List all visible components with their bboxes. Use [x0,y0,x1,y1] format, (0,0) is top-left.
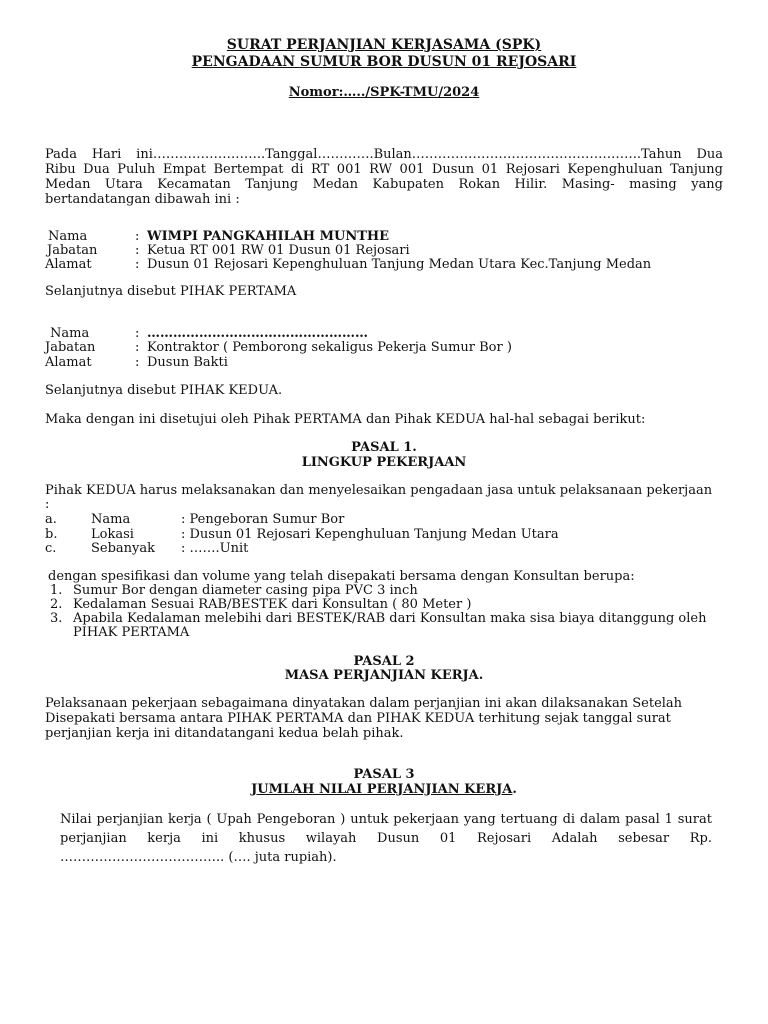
colon: : [135,340,140,355]
pasal1-item-value: : Pengeboran Sumur Bor [181,512,345,527]
pasal1-spec-continuation: PIHAK PERTAMA [73,625,190,640]
intro-paragraph: Pada Hari ini……………………..Tanggal………….Bulan……………………………………………..Tahun Dua Ribu Dua Puluh Empat Bertempat di RT 001 RW 001 Dusun 01 Rejosari Kepenghuluan Tanjung Medan Utara Kecamatan Tanjung Medan Kabupaten Rokan Hilir. Masing- masing yang bertandatangan dibawah ini : [45,147,723,207]
pihak-pertama-closing: Selanjutnya disebut PIHAK PERTAMA [45,284,297,299]
pasal1-spec-number: 2. [50,597,63,612]
document-number: Nomor:…../SPK-TMU/2024 [288,85,480,100]
pasal1-spec-intro: dengan spesifikasi dan volume yang telah disepakati bersama dengan Konsultan berupa: [48,569,635,584]
pasal1-intro: Pihak KEDUA harus melaksanakan dan menyelesaikan pengadaan jasa untuk pelaksanaan pekerjaan [45,483,713,498]
pihak-kedua-alamat-label: Alamat [45,355,92,370]
pasal1-spec-text: Kedalaman Sesuai RAB/BESTEK dari Konsultan ( 80 Meter ) [73,597,472,612]
colon: : [135,243,140,258]
pasal1-subheading: LINGKUP PEKERJAAN [301,455,467,470]
pasal1-spec-number: 3. [50,611,63,626]
agreement-line: Maka dengan ini disetujui oleh Pihak PERTAMA dan Pihak KEDUA hal-hal sebagai berikut: [45,412,646,427]
pasal1-intro-colon: : [45,497,50,512]
pasal3-subheading-period: . [512,782,517,797]
pasal2-heading: PASAL 2 [353,654,415,669]
pasal1-item-label: Nama [91,512,131,527]
pasal1-spec-text: Apabila Kedalaman melebihi dari BESTEK/RAB dari Konsultan maka sisa biaya ditanggung oleh [73,611,707,626]
colon: : [135,326,140,341]
pasal1-item-value: : …….Unit [181,541,249,556]
pasal2-paragraph: Pelaksanaan pekerjaan sebagaimana dinyatakan dalam perjanjian ini akan dilaksanakan Setelah Disepakati bersama antara PIHAK PERTAMA dan PIHAK KEDUA terhitung sejak tanggal surat perjanjian kerja ini ditandatangani kedua belah pihak. [45,696,683,741]
pihak-pertama-nama-value: WIMPI PANGKAHILAH MUNTHE [147,229,390,244]
pihak-kedua-closing: Selanjutnya disebut PIHAK KEDUA. [45,383,283,398]
pasal1-item-marker: b. [45,527,58,542]
colon: : [135,229,140,244]
pihak-kedua-jabatan-label: Jabatan [45,340,96,355]
colon: : [135,257,140,272]
pihak-pertama-nama-label: Nama [48,229,88,244]
pasal1-item-marker: a. [45,512,57,527]
pasal3-subheading: JUMLAH NILAI PERJANJIAN KERJA [251,782,513,797]
colon: : [135,355,140,370]
pihak-kedua-nama-value: …………………………………………… [147,326,368,341]
pihak-kedua-alamat-value: Dusun Bakti [147,355,228,370]
pasal1-item-label: Lokasi [91,527,134,542]
pihak-pertama-alamat-label: Alamat [45,257,92,272]
pasal1-item-label: Sebanyak [91,541,156,556]
document-title: SURAT PERJANJIAN KERJASAMA (SPK) [226,37,542,53]
pasal3-paragraph: Nilai perjanjian kerja ( Upah Pengeboran ) untuk pekerjaan yang tertuang di dalam pasal 1 surat perjanjian kerja ini khusus wilayah Dusun 01 Rejosari Adalah sebesar Rp. ……………………………….. (…. juta rupiah). [60,812,712,865]
pihak-pertama-jabatan-label: Jabatan [47,243,98,258]
pihak-kedua-nama-label: Nama [50,326,90,341]
document-subtitle: PENGADAAN SUMUR BOR DUSUN 01 REJOSARI [191,54,577,70]
pasal3-heading: PASAL 3 [353,767,415,782]
pasal1-item-marker: c. [45,541,57,556]
pihak-pertama-jabatan-value: Ketua RT 001 RW 01 Dusun 01 Rejosari [147,243,410,258]
pasal1-item-value: : Dusun 01 Rejosari Kepenghuluan Tanjung Medan Utara [181,527,559,542]
pasal1-heading: PASAL 1. [351,440,417,455]
pihak-pertama-alamat-value: Dusun 01 Rejosari Kepenghuluan Tanjung Medan Utara Kec.Tanjung Medan [147,257,652,272]
pasal1-spec-number: 1. [50,583,63,598]
pasal3-subheading-wrap [0,782,768,797]
pasal1-spec-text: Sumur Bor dengan diameter casing pipa PVC 3 inch [73,583,418,598]
pasal2-subheading: MASA PERJANJIAN KERJA. [284,668,484,683]
pihak-kedua-jabatan-value: Kontraktor ( Pemborong sekaligus Pekerja Sumur Bor ) [147,340,512,355]
